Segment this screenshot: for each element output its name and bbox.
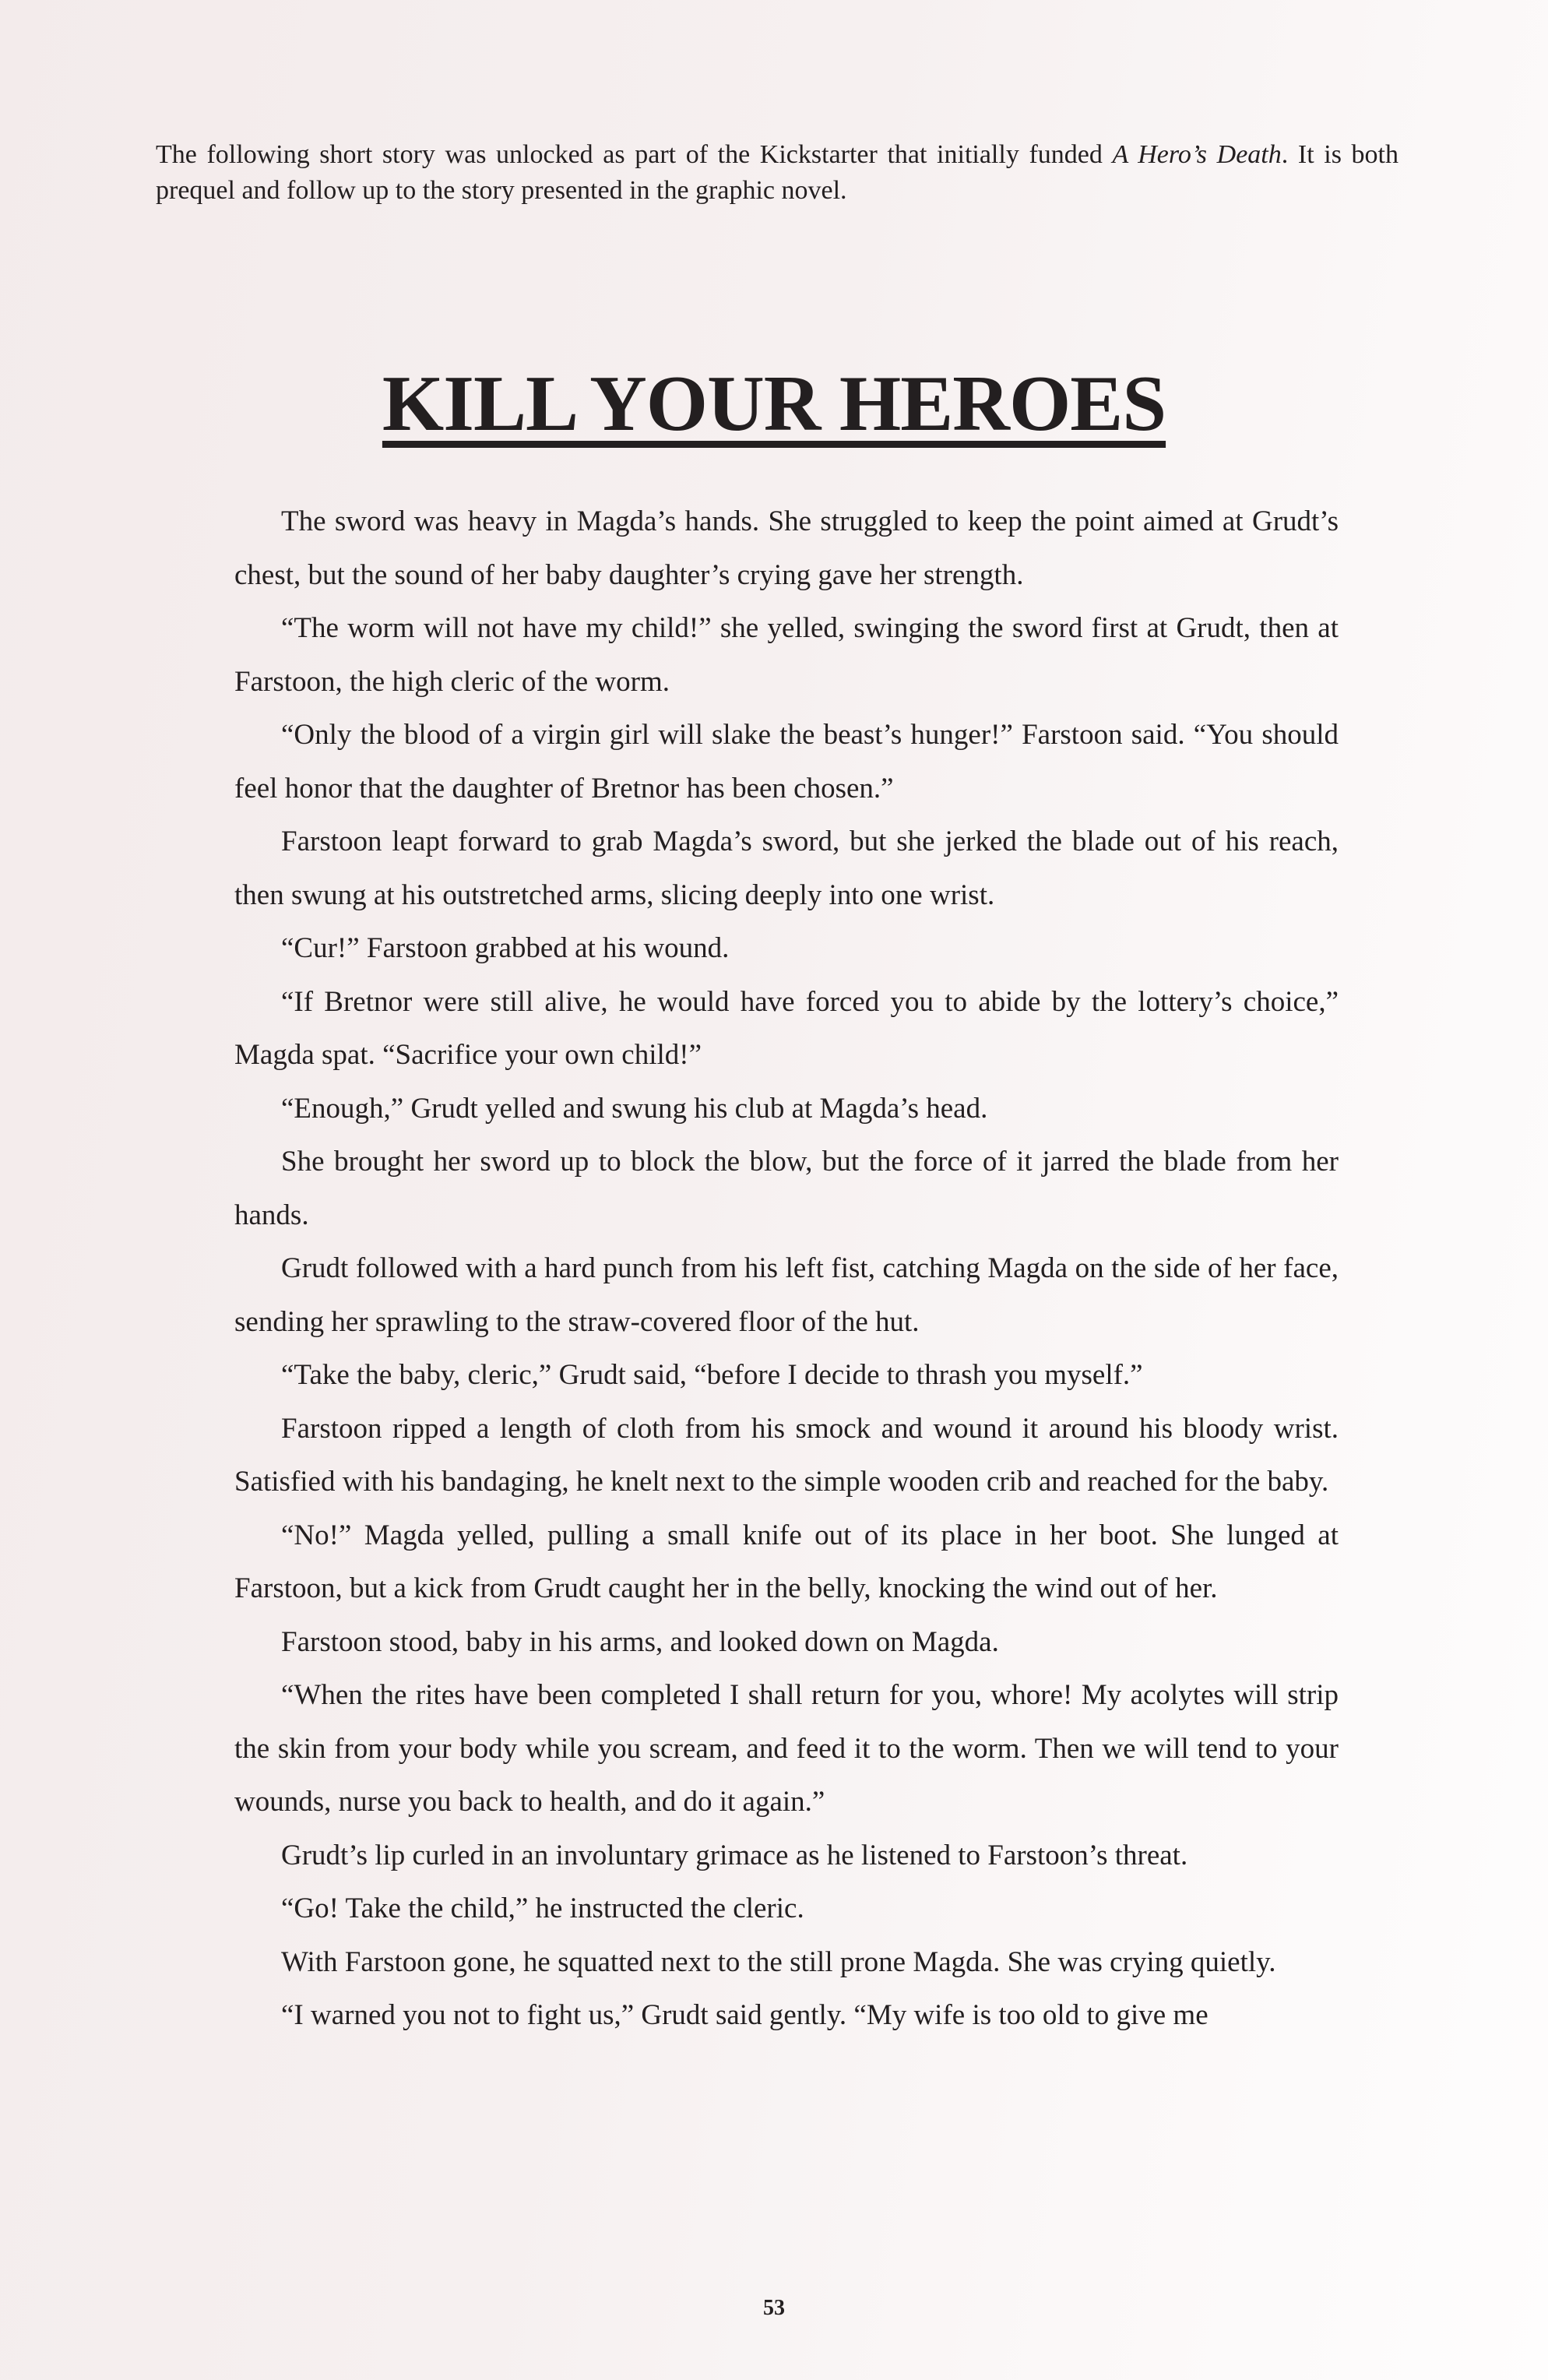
paragraph: The sword was heavy in Magda’s hands. She struggled to keep the point aimed at Grudt’s chest, but the sound of her baby daughter’s crying gave her strength. (234, 505, 1339, 591)
intro-text-end: . It is both prequel and follow up to the story presented in the graphic novel. (156, 140, 1398, 205)
paragraph: “When the rites have been completed I shall return for you, whore! My acolytes will strip the skin from your body while you scream, and feed it to the worm. Then we will tend to your wounds, nurse you back to health, and do it again.” (234, 1679, 1339, 1818)
story-title (0, 358, 1548, 449)
paragraph: She brought her sword up to block the blow, but the force of it jarred the blade from her hands. (234, 1146, 1339, 1231)
paragraph: “Go! Take the child,” he instructed the cleric. (281, 1892, 804, 1924)
story-title-text: KILL YOUR HEROES (382, 360, 1166, 448)
intro-book-title: A Hero’s Death (1112, 140, 1282, 169)
paragraph: “Take the baby, cleric,” Grudt said, “before I decide to thrash you myself.” (281, 1359, 1143, 1391)
intro-text: The following short story was unlocked as part of the Kickstarter that initially funded (156, 140, 1113, 169)
story-body (234, 495, 1339, 2043)
paragraph: Grudt’s lip curled in an involuntary grimace as he listened to Farstoon’s threat. (281, 1839, 1188, 1871)
intro-note (156, 137, 1398, 209)
paragraph: “No!” Magda yelled, pulling a small knife out of its place in her boot. She lunged at Farstoon, but a kick from Grudt caught her in the belly, knocking the wind out of her. (234, 1519, 1339, 1604)
paragraph: “If Bretnor were still alive, he would have forced you to abide by the lottery’s choice,” Magda spat. “Sacrifice your own child!” (234, 985, 1339, 1071)
paragraph: Farstoon stood, baby in his arms, and looked down on Magda. (281, 1625, 999, 1658)
paragraph: “The worm will not have my child!” she yelled, swinging the sword first at Grudt, then at Farstoon, the high cleric of the worm. (234, 612, 1339, 698)
paragraph: Farstoon ripped a length of cloth from his smock and wound it around his bloody wrist. Satisfied with his bandaging, he knelt next to the simple wooden crib and reached for the baby. (234, 1412, 1339, 1498)
paragraph: “I warned you not to fight us,” Grudt said gently. “My wife is too old to give me (281, 1999, 1208, 2031)
paragraph: With Farstoon gone, he squatted next to the still prone Magda. She was crying quietly. (281, 1945, 1276, 1978)
paragraph: “Enough,” Grudt yelled and swung his club at Magda’s head. (281, 1092, 988, 1125)
paragraph: “Cur!” Farstoon grabbed at his wound. (281, 932, 730, 964)
paragraph: Farstoon leapt forward to grab Magda’s sword, but she jerked the blade out of his reach, then swung at his outstretched arms, slicing deeply into one wrist. (234, 826, 1339, 911)
page-number: 53 (763, 2296, 785, 2320)
paragraph: “Only the blood of a virgin girl will slake the beast’s hunger!” Farstoon said. “You should feel honor that the daughter of Bretnor has been chosen.” (234, 719, 1339, 804)
paragraph: Grudt followed with a hard punch from his left fist, catching Magda on the side of her face, sending her sprawling to the straw-covered floor of the hut. (234, 1252, 1339, 1338)
